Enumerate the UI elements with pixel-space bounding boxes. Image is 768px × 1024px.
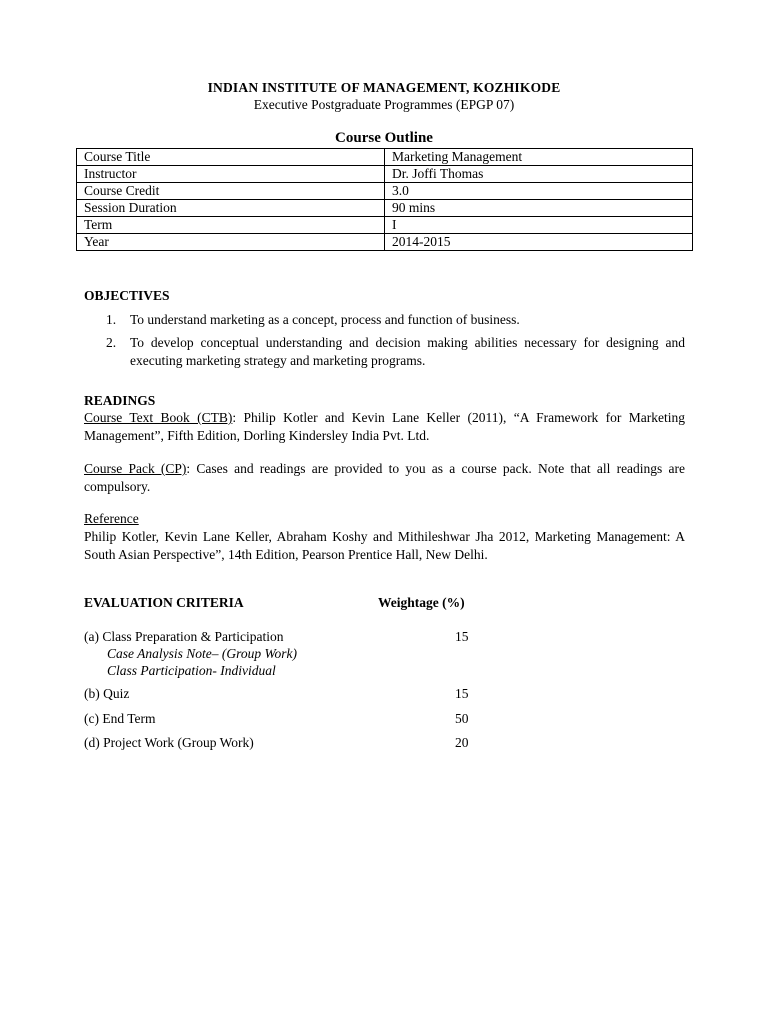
evaluation-label: (b) Quiz	[84, 686, 130, 701]
info-key: Instructor	[77, 166, 385, 183]
table-row	[77, 149, 693, 166]
evaluation-heading: EVALUATION CRITERIA	[84, 595, 244, 610]
cp-label: Course Pack (CP)	[84, 461, 187, 476]
item-number: 1.	[106, 312, 117, 327]
evaluation-label: (c) End Term	[84, 711, 156, 726]
info-value: 90 mins	[385, 200, 693, 217]
info-key: Session Duration	[77, 200, 385, 217]
list-item	[84, 311, 685, 329]
evaluation-label: (a) Class Preparation & Participation	[84, 629, 284, 644]
course-outline-title: Course Outline	[335, 130, 433, 146]
evaluation-sub-item: Class Participation- Individual	[107, 663, 276, 678]
info-key: Course Credit	[77, 183, 385, 200]
cp-text: : Cases and readings are provided to you as a course pack. Note that all readings are compulsory.	[84, 461, 685, 494]
table-row	[77, 183, 693, 200]
evaluation-label: (d) Project Work (Group Work)	[84, 735, 254, 750]
info-key: Course Title	[77, 149, 385, 166]
ctb-label: Course Text Book (CTB)	[84, 410, 233, 425]
info-value: Dr. Joffi Thomas	[385, 166, 693, 183]
table-row	[77, 217, 693, 234]
course-text-book-paragraph	[84, 409, 685, 445]
evaluation-weight: 50	[455, 711, 469, 726]
info-key: Term	[77, 217, 385, 234]
evaluation-weight: 15	[455, 686, 469, 701]
programme-name: Executive Postgraduate Programmes (EPGP 07)	[253, 97, 515, 112]
course-info-table	[76, 148, 693, 251]
evaluation-sub-item: Case Analysis Note– (Group Work)	[107, 646, 297, 661]
table-row	[77, 234, 693, 251]
evaluation-weight: 20	[455, 735, 469, 750]
item-text: To understand marketing as a concept, process and function of business.	[130, 312, 520, 327]
institute-name: INDIAN INSTITUTE OF MANAGEMENT, KOZHIKODE	[207, 80, 561, 95]
reference-paragraph: Philip Kotler, Kevin Lane Keller, Abraham Koshy and Mithileshwar Jha 2012, Marketing Management: A South Asian Perspective”, 14th Edition, Pearson Prentice Hall, New Delhi.	[84, 529, 685, 562]
objectives-list	[84, 311, 685, 370]
info-value: 2014-2015	[385, 234, 693, 251]
item-text: To develop conceptual understanding and decision making abilities necessary for designing and executing marketing strategy and marketing programs.	[130, 335, 685, 368]
objectives-heading: OBJECTIVES	[84, 288, 170, 303]
reference-label-line	[84, 510, 685, 528]
table-row	[77, 166, 693, 183]
item-number: 2.	[106, 335, 117, 350]
evaluation-weight: 15	[455, 629, 469, 644]
info-value: I	[385, 217, 693, 234]
weightage-heading: Weightage (%)	[378, 595, 465, 610]
course-pack-paragraph	[84, 460, 685, 496]
table-row	[77, 200, 693, 217]
list-item	[84, 334, 685, 370]
info-value: 3.0	[385, 183, 693, 200]
info-key: Year	[77, 234, 385, 251]
ctb-text: : Philip Kotler and Kevin Lane Keller (2011), “A Framework for Marketing Management”, Fifth Edition, Dorling Kindersley India Pvt. Ltd.	[84, 410, 685, 443]
readings-heading: READINGS	[84, 393, 156, 408]
reference-label: Reference	[84, 511, 139, 526]
info-value: Marketing Management	[385, 149, 693, 166]
